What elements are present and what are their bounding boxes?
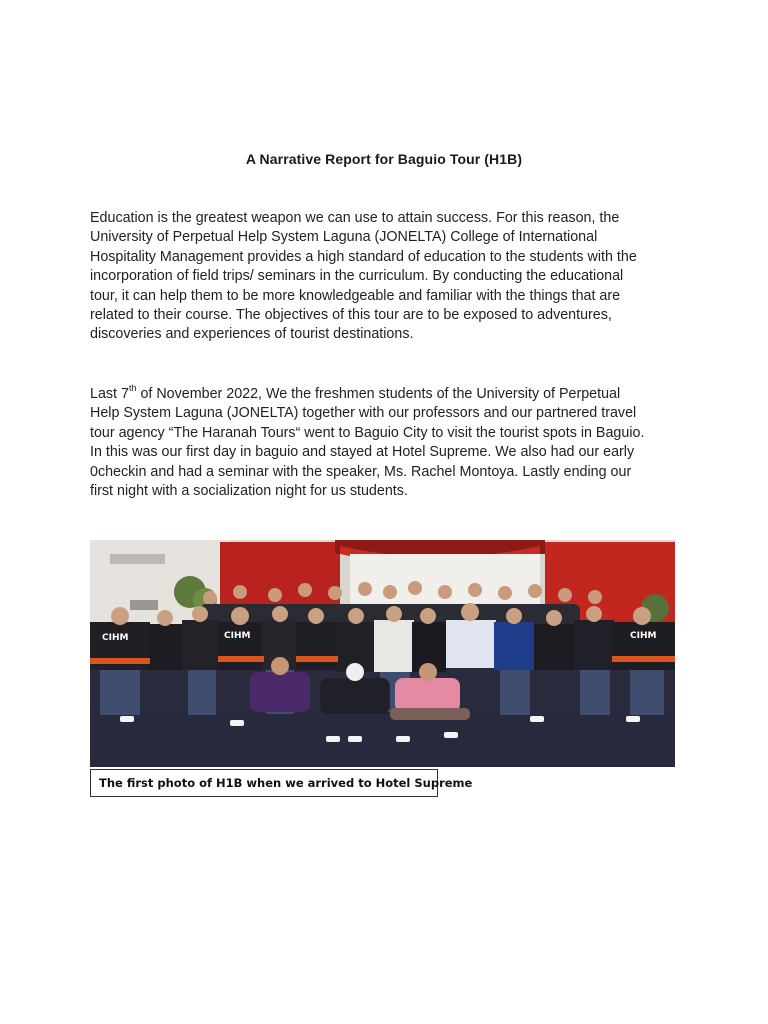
paragraph-line: first night with a socialization night for us students. [90, 483, 408, 500]
paragraph-line: 0checkin and had a seminar with the speaker, Ms. Rachel Montoya. Lastly ending our [90, 463, 632, 480]
paragraph-line: Hospitality Management provides a high standard of education to the students with the [90, 248, 637, 265]
date-prefix: Last 7 [90, 386, 129, 402]
paragraph-line: incorporation of field trips/ seminars in the curriculum. By conducting the educational [90, 268, 624, 285]
ordinal-superscript: th [128, 383, 137, 394]
group-photo-illustration [90, 540, 675, 767]
paragraph-line: Help System Laguna (JONELTA) together with our professors and our partnered travel [90, 405, 637, 422]
paragraph-line: Education is the greatest weapon we can use to attain success. For this reason, the [90, 210, 620, 226]
group-photo [90, 540, 675, 767]
paragraph-line: discoveries and experiences of tourist destinations. [90, 326, 414, 343]
paragraph-line: related to their course. The objectives of this tour are to be exposed to adventures, [90, 307, 612, 324]
paragraph-line: tour agency “The Haranah Tours“ went to Baguio City to visit the tourist spots in Baguio. [90, 424, 645, 441]
paragraph-line [90, 385, 690, 404]
shirt-text: CIHM [630, 631, 657, 641]
shirt-text: CIHM [224, 631, 251, 641]
report-title: A Narrative Report for Baguio Tour (H1B) [245, 151, 523, 167]
date-suffix: of November 2022, We the freshmen students of the University of Perpetual [136, 386, 621, 402]
shirt-text: CIHM [102, 633, 129, 643]
narrative-paragraph [90, 385, 690, 501]
paragraph-line: In this was our first day in baguio and stayed at Hotel Supreme. We also had our early [90, 444, 635, 461]
paragraph-line: tour, it can help them to be more knowledgeable and familiar with the things that are [90, 287, 621, 304]
intro-paragraph [90, 209, 690, 345]
photo-caption: The first photo of H1B when we arrived to Hotel Supreme [90, 769, 438, 797]
paragraph-line: University of Perpetual Help System Laguna (JONELTA) College of International [90, 229, 598, 246]
